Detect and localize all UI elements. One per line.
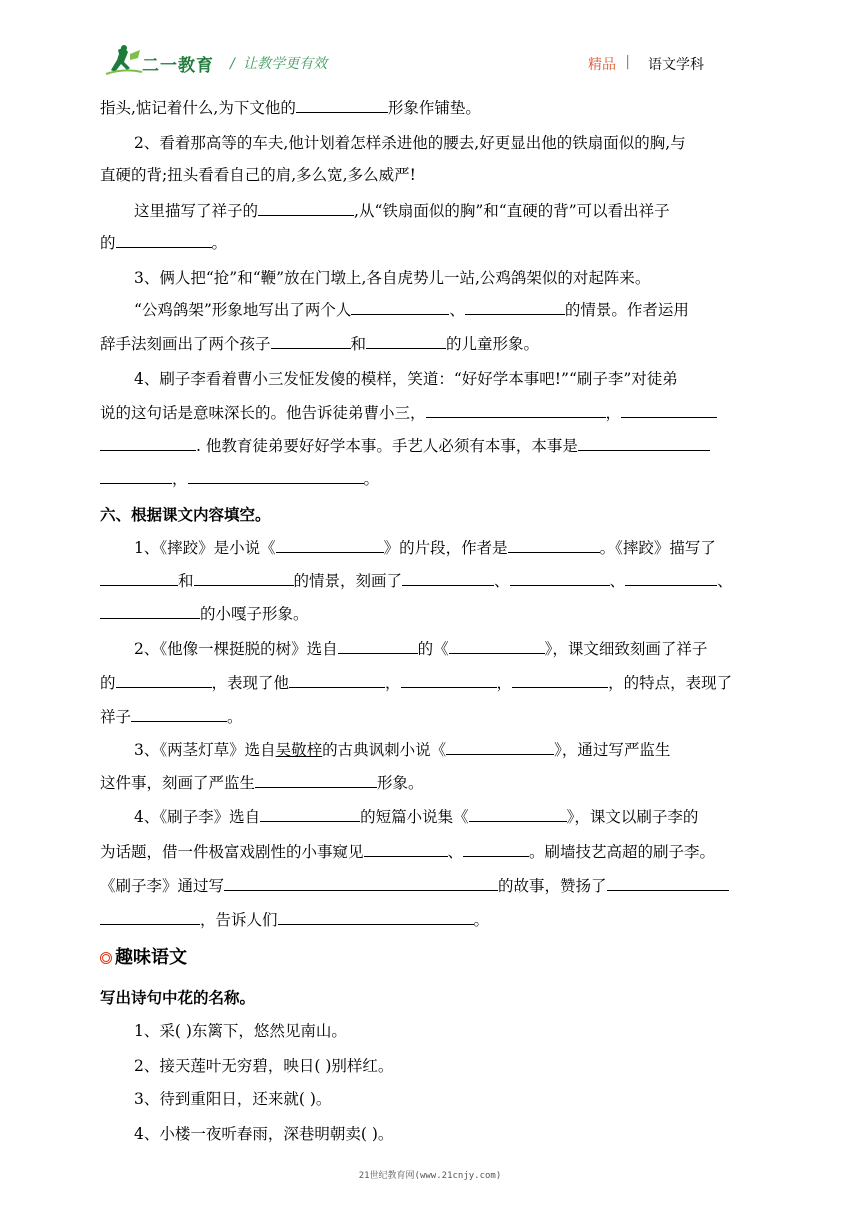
text-line: 2、看着那高等的车夫,他计划着怎样杀进他的腰去,好更显出他的铁扇面似的胸,与 <box>134 134 686 152</box>
text-line: ，告诉人们 。 <box>100 910 766 930</box>
answer-blank[interactable] <box>401 673 497 688</box>
text-line: . 他教育徒弟要好好学本事。手艺人必须有本事，本事是 <box>100 436 766 456</box>
answer-blank[interactable] <box>100 571 178 586</box>
answer-blank[interactable] <box>351 300 449 315</box>
text-line: 的 。 <box>100 234 228 252</box>
answer-blank[interactable] <box>278 910 474 925</box>
answer-blank[interactable] <box>621 403 717 418</box>
text-line: 3、《两茎灯草》选自吴敬梓的古典讽刺小说《 》，通过写严监生 <box>134 741 671 759</box>
fun-question: 写出诗句中花的名称。 <box>100 989 256 1007</box>
text-line: 2、《他像一棵挺脱的树》选自 的《 》，课文细致刻画了祥子 <box>134 640 708 658</box>
answer-blank[interactable] <box>100 436 196 451</box>
answer-blank[interactable] <box>449 639 545 654</box>
answer-blank[interactable] <box>446 740 554 755</box>
text-line: 辞手法刻画出了两个孩子 和 的儿童形象。 <box>100 335 540 353</box>
answer-blank[interactable] <box>224 876 498 891</box>
runner-flag-icon <box>104 44 144 80</box>
text-line: 这件事，刻画了严监生 形象。 <box>100 774 424 792</box>
answer-blank[interactable] <box>289 673 385 688</box>
slogan-text: 让教学更有效 <box>243 56 328 72</box>
answer-blank[interactable] <box>463 842 529 857</box>
answer-blank[interactable] <box>364 842 448 857</box>
text-line: 指头,惦记着什么,为下文他的 形象作铺垫。 <box>100 99 481 117</box>
text-line: 祥子 。 <box>100 708 243 726</box>
answer-blank[interactable] <box>426 403 606 418</box>
section-heading: 六、根据课文内容填空。 <box>100 506 271 524</box>
answer-blank[interactable] <box>276 538 384 553</box>
poem-line: 3、待到重阳日，还来就( )。 <box>134 1090 332 1108</box>
answer-blank[interactable] <box>131 707 227 722</box>
answer-blank[interactable] <box>578 436 710 451</box>
page-header <box>98 40 764 84</box>
text-line: 4、《刷子李》选自 的短篇小说集《 》，课文以刷子李的 <box>134 808 699 826</box>
answer-blank[interactable] <box>100 604 200 619</box>
answer-blank[interactable] <box>100 910 200 925</box>
answer-blank[interactable] <box>402 571 494 586</box>
bullet-ring-icon <box>100 952 112 964</box>
slogan <box>230 53 327 73</box>
answer-blank[interactable] <box>271 334 351 349</box>
text-line: ， 。 <box>100 469 766 489</box>
answer-blank[interactable] <box>338 639 418 654</box>
answer-blank[interactable] <box>366 334 446 349</box>
answer-blank[interactable] <box>510 571 610 586</box>
badge-separator: | <box>625 54 630 70</box>
text-line: 和 的情景，刻画了 、 、 、 <box>100 571 766 591</box>
text-line: 为话题，借一件极富戏剧性的小事窥见 、 。刷墙技艺高超的刷子李。 <box>100 843 716 861</box>
answer-blank[interactable] <box>258 201 354 216</box>
answer-blank[interactable] <box>625 571 717 586</box>
answer-blank[interactable] <box>512 673 608 688</box>
answer-blank[interactable] <box>194 571 294 586</box>
answer-blank[interactable] <box>607 876 729 891</box>
text-line: 《刷子李》通过写 的故事，赞扬了 <box>100 876 766 896</box>
text-line: 4、刷子李看着曹小三发怔发傻的模样，笑道：“好好学本事吧!”“刷子李”对徒弟 <box>134 370 678 388</box>
quality-badge: 精品 <box>588 57 616 73</box>
answer-blank[interactable] <box>188 469 364 484</box>
slogan-separator: / <box>230 56 235 72</box>
text-line: 1、《摔跤》是小说《 》的片段，作者是 。《摔跤》描写了 <box>134 539 716 557</box>
page-footer: 21世纪教育网(www.21cnjy.com) <box>358 1171 502 1181</box>
text-line: 的 ，表现了他 ， ， ，的特点，表现了 <box>100 674 733 692</box>
answer-blank[interactable] <box>260 807 360 822</box>
fun-section-title: 趣味语文 <box>100 946 766 970</box>
answer-blank[interactable] <box>100 469 172 484</box>
answer-blank[interactable] <box>465 300 565 315</box>
poem-line: 2、接天莲叶无穷碧，映日( )别样红。 <box>134 1057 394 1075</box>
text-line: “公鸡鸽架”形象地写出了两个人 、 的情景。作者运用 <box>134 301 689 319</box>
answer-blank[interactable] <box>469 807 567 822</box>
poem-line: 1、采( )东篱下，悠然见南山。 <box>134 1022 347 1040</box>
text-line: 3、俩人把“抢”和“鞭”放在门墩上,各自虎势儿一站,公鸡鸽架似的对起阵来。 <box>134 269 651 287</box>
brand-name: 二一教育 <box>142 56 214 76</box>
answer-blank[interactable] <box>116 673 212 688</box>
answer-blank[interactable] <box>255 773 377 788</box>
answer-blank[interactable] <box>116 233 212 248</box>
answer-blank[interactable] <box>508 538 600 553</box>
poem-line: 4、小楼一夜听春雨，深巷明朝卖( )。 <box>134 1125 394 1143</box>
text-line: 这里描写了祥子的 ,从“铁扇面似的胸”和“直硬的背”可以看出祥子 <box>134 202 670 220</box>
answer-blank[interactable] <box>296 98 388 113</box>
text-line: 的小嘎子形象。 <box>100 604 766 624</box>
text-line: 说的这句话是意味深长的。他告诉徒弟曹小三， ， <box>100 403 766 423</box>
subject-label: 语文学科 <box>648 57 704 73</box>
text-line: 直硬的背;扭头看看自己的肩,多么宽,多么威严! <box>100 166 416 184</box>
